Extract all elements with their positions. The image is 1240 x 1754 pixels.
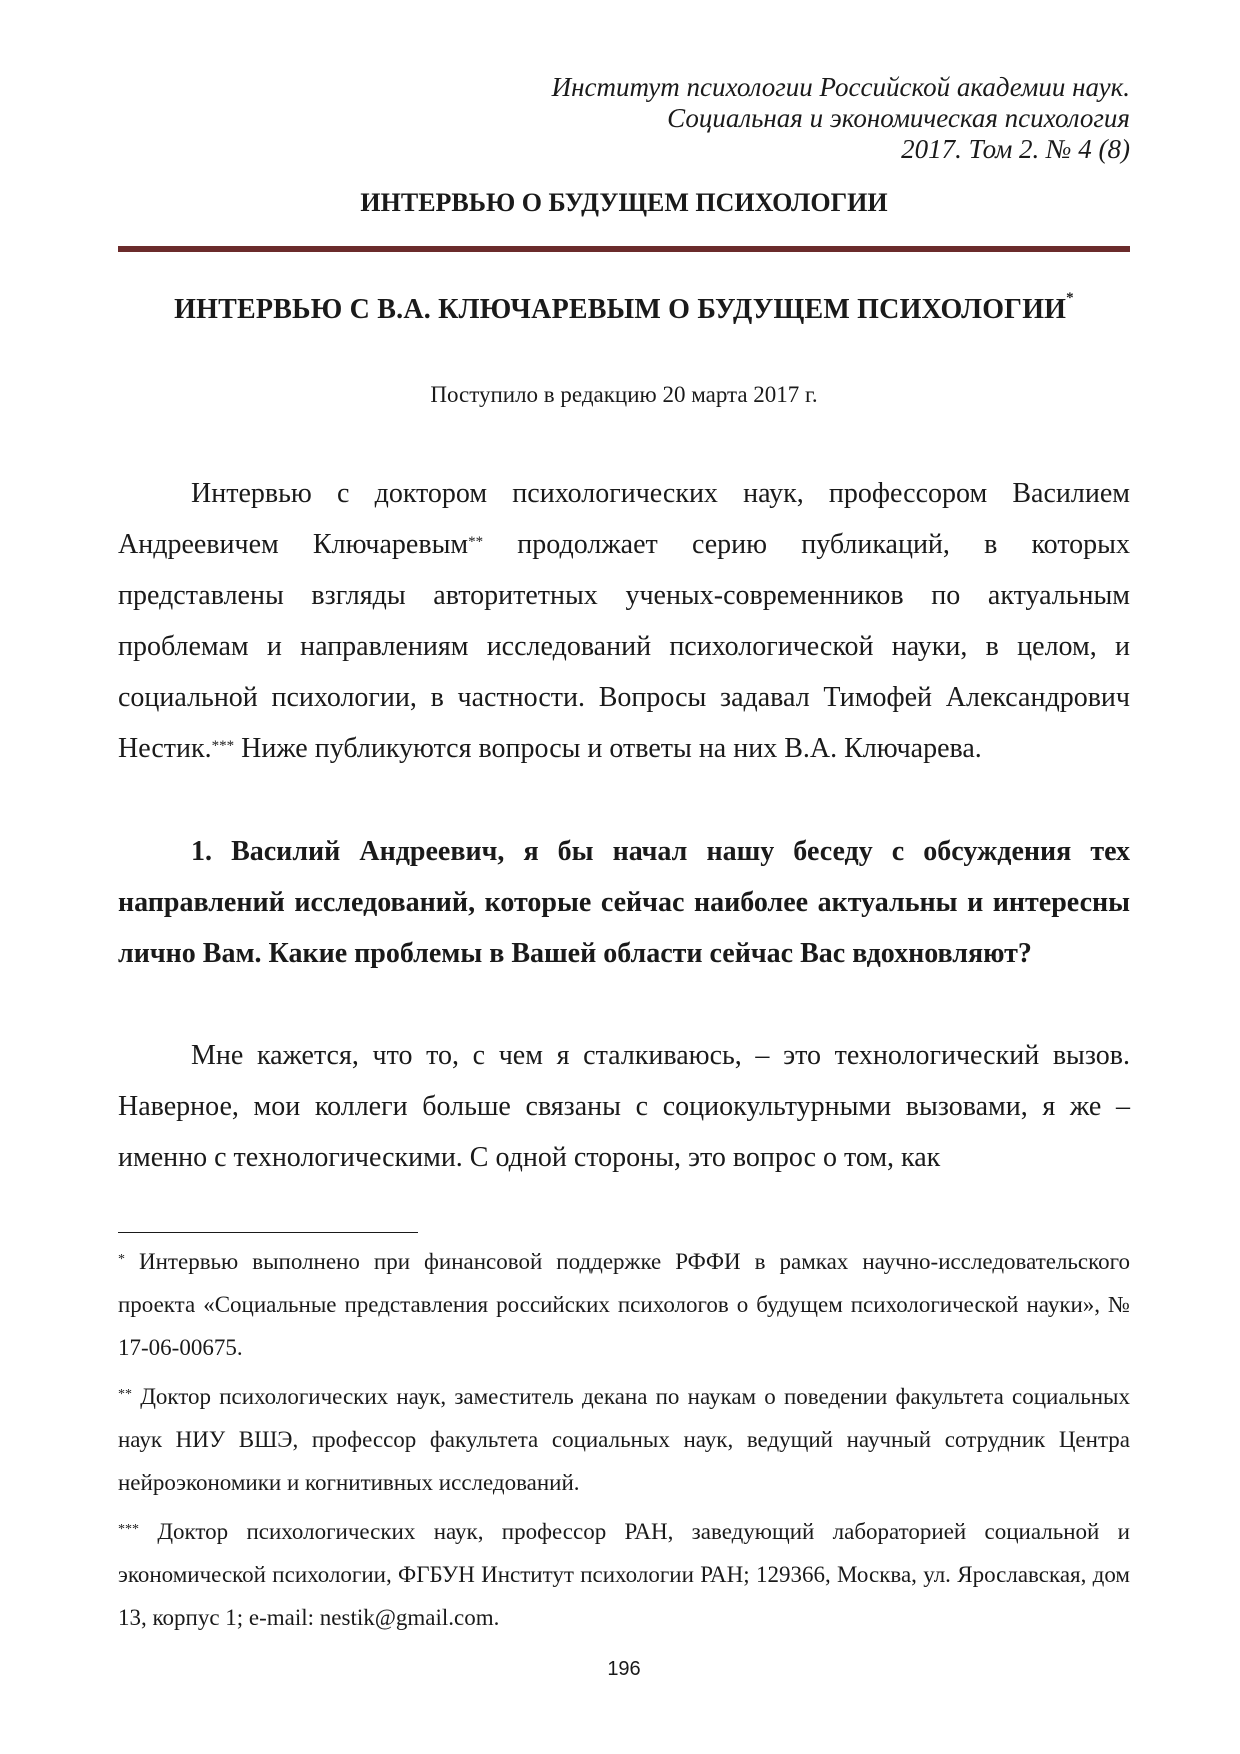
footnote-3-mark: ***	[118, 1522, 139, 1537]
intro-part-3: Ниже публикуются вопросы и ответы на них В.А. Ключарева.	[234, 733, 982, 764]
footnote-2	[118, 1375, 1130, 1504]
footnote-divider	[118, 1232, 418, 1233]
answer-1-text: Мне кажется, что то, с чем я сталкиваюсь, – это технологический вызов. Наверное, мои коллеги больше связаны с социокультурными вызовами, я же – именно с технологическими. С одной стороны, это вопрос о том, как	[118, 1040, 1130, 1173]
intro-paragraph	[118, 468, 1130, 774]
answer-1	[118, 1030, 1130, 1183]
header-issue: 2017. Том 2. № 4 (8)	[901, 134, 1130, 164]
footnote-1	[118, 1240, 1130, 1369]
journal-page	[118, 0, 1130, 1754]
footnote-2-mark: **	[118, 1387, 132, 1402]
page-number: 196	[607, 1658, 641, 1680]
received-date: Поступило в редакцию 20 марта 2017 г.	[430, 382, 818, 407]
footnote-2-text: Доктор психологических наук, заместитель декана по наукам о поведении факультета социальных наук НИУ ВШЭ, профессор факультета социальных наук, ведущий научный сотрудник Центра нейроэкономики и когнитивных исследований.	[118, 1384, 1130, 1495]
footnotes	[118, 1240, 1130, 1645]
section-divider	[118, 246, 1130, 252]
question-1-text: 1. Василий Андреевич, я бы начал нашу беседу с обсуждения тех направлений исследований, которые сейчас наиболее актуальны и интересны лично Вам. Какие проблемы в Вашей области сейчас Вас вдохновляют?	[118, 836, 1130, 969]
intro-part-2: продолжает серию публикаций, в которых представлены взгляды авторитетных ученых-современников по актуальным проблемам и направлениям исследований психологической науки, в целом, и социальной психологии, в частности. Вопросы задавал Тимофей Александрович Нестик.	[118, 529, 1130, 764]
article-title	[118, 290, 1130, 326]
footnote-3-text: Доктор психологических наук, профессор РАН, заведующий лабораторией социальной и экономической психологии, ФГБУН Институт психологии РАН; 129366, Москва, ул. Ярославская, дом 13, корпус 1; e-mail: nestik@gmail.com.	[118, 1519, 1130, 1630]
article-title-text: ИНТЕРВЬЮ С В.А. КЛЮЧАРЕВЫМ О БУДУЩЕМ ПСИХОЛОГИИ	[174, 294, 1067, 325]
running-header	[552, 72, 1130, 165]
title-footnote-mark: *	[1066, 290, 1074, 306]
footnote-ref-3: ***	[211, 738, 235, 754]
question-1	[118, 826, 1130, 979]
intro-part-1: Интервью с доктором психологических наук, профессором Василием Андреевичем Ключаревым	[118, 478, 1130, 560]
footnote-ref-2: **	[468, 534, 484, 550]
section-title: ИНТЕРВЬЮ О БУДУЩЕМ ПСИХОЛОГИИ	[360, 188, 888, 217]
footnote-3	[118, 1510, 1130, 1639]
header-institute: Институт психологии Российской академии наук.	[551, 72, 1130, 102]
footnote-1-mark: *	[118, 1252, 125, 1267]
header-journal: Социальная и экономическая психология	[667, 103, 1130, 133]
footnote-1-text: Интервью выполнено при финансовой поддержке РФФИ в рамках научно-исследовательского проекта «Социальные представления российских психологов о будущем психологической науки», № 17-06-00675.	[118, 1249, 1130, 1360]
